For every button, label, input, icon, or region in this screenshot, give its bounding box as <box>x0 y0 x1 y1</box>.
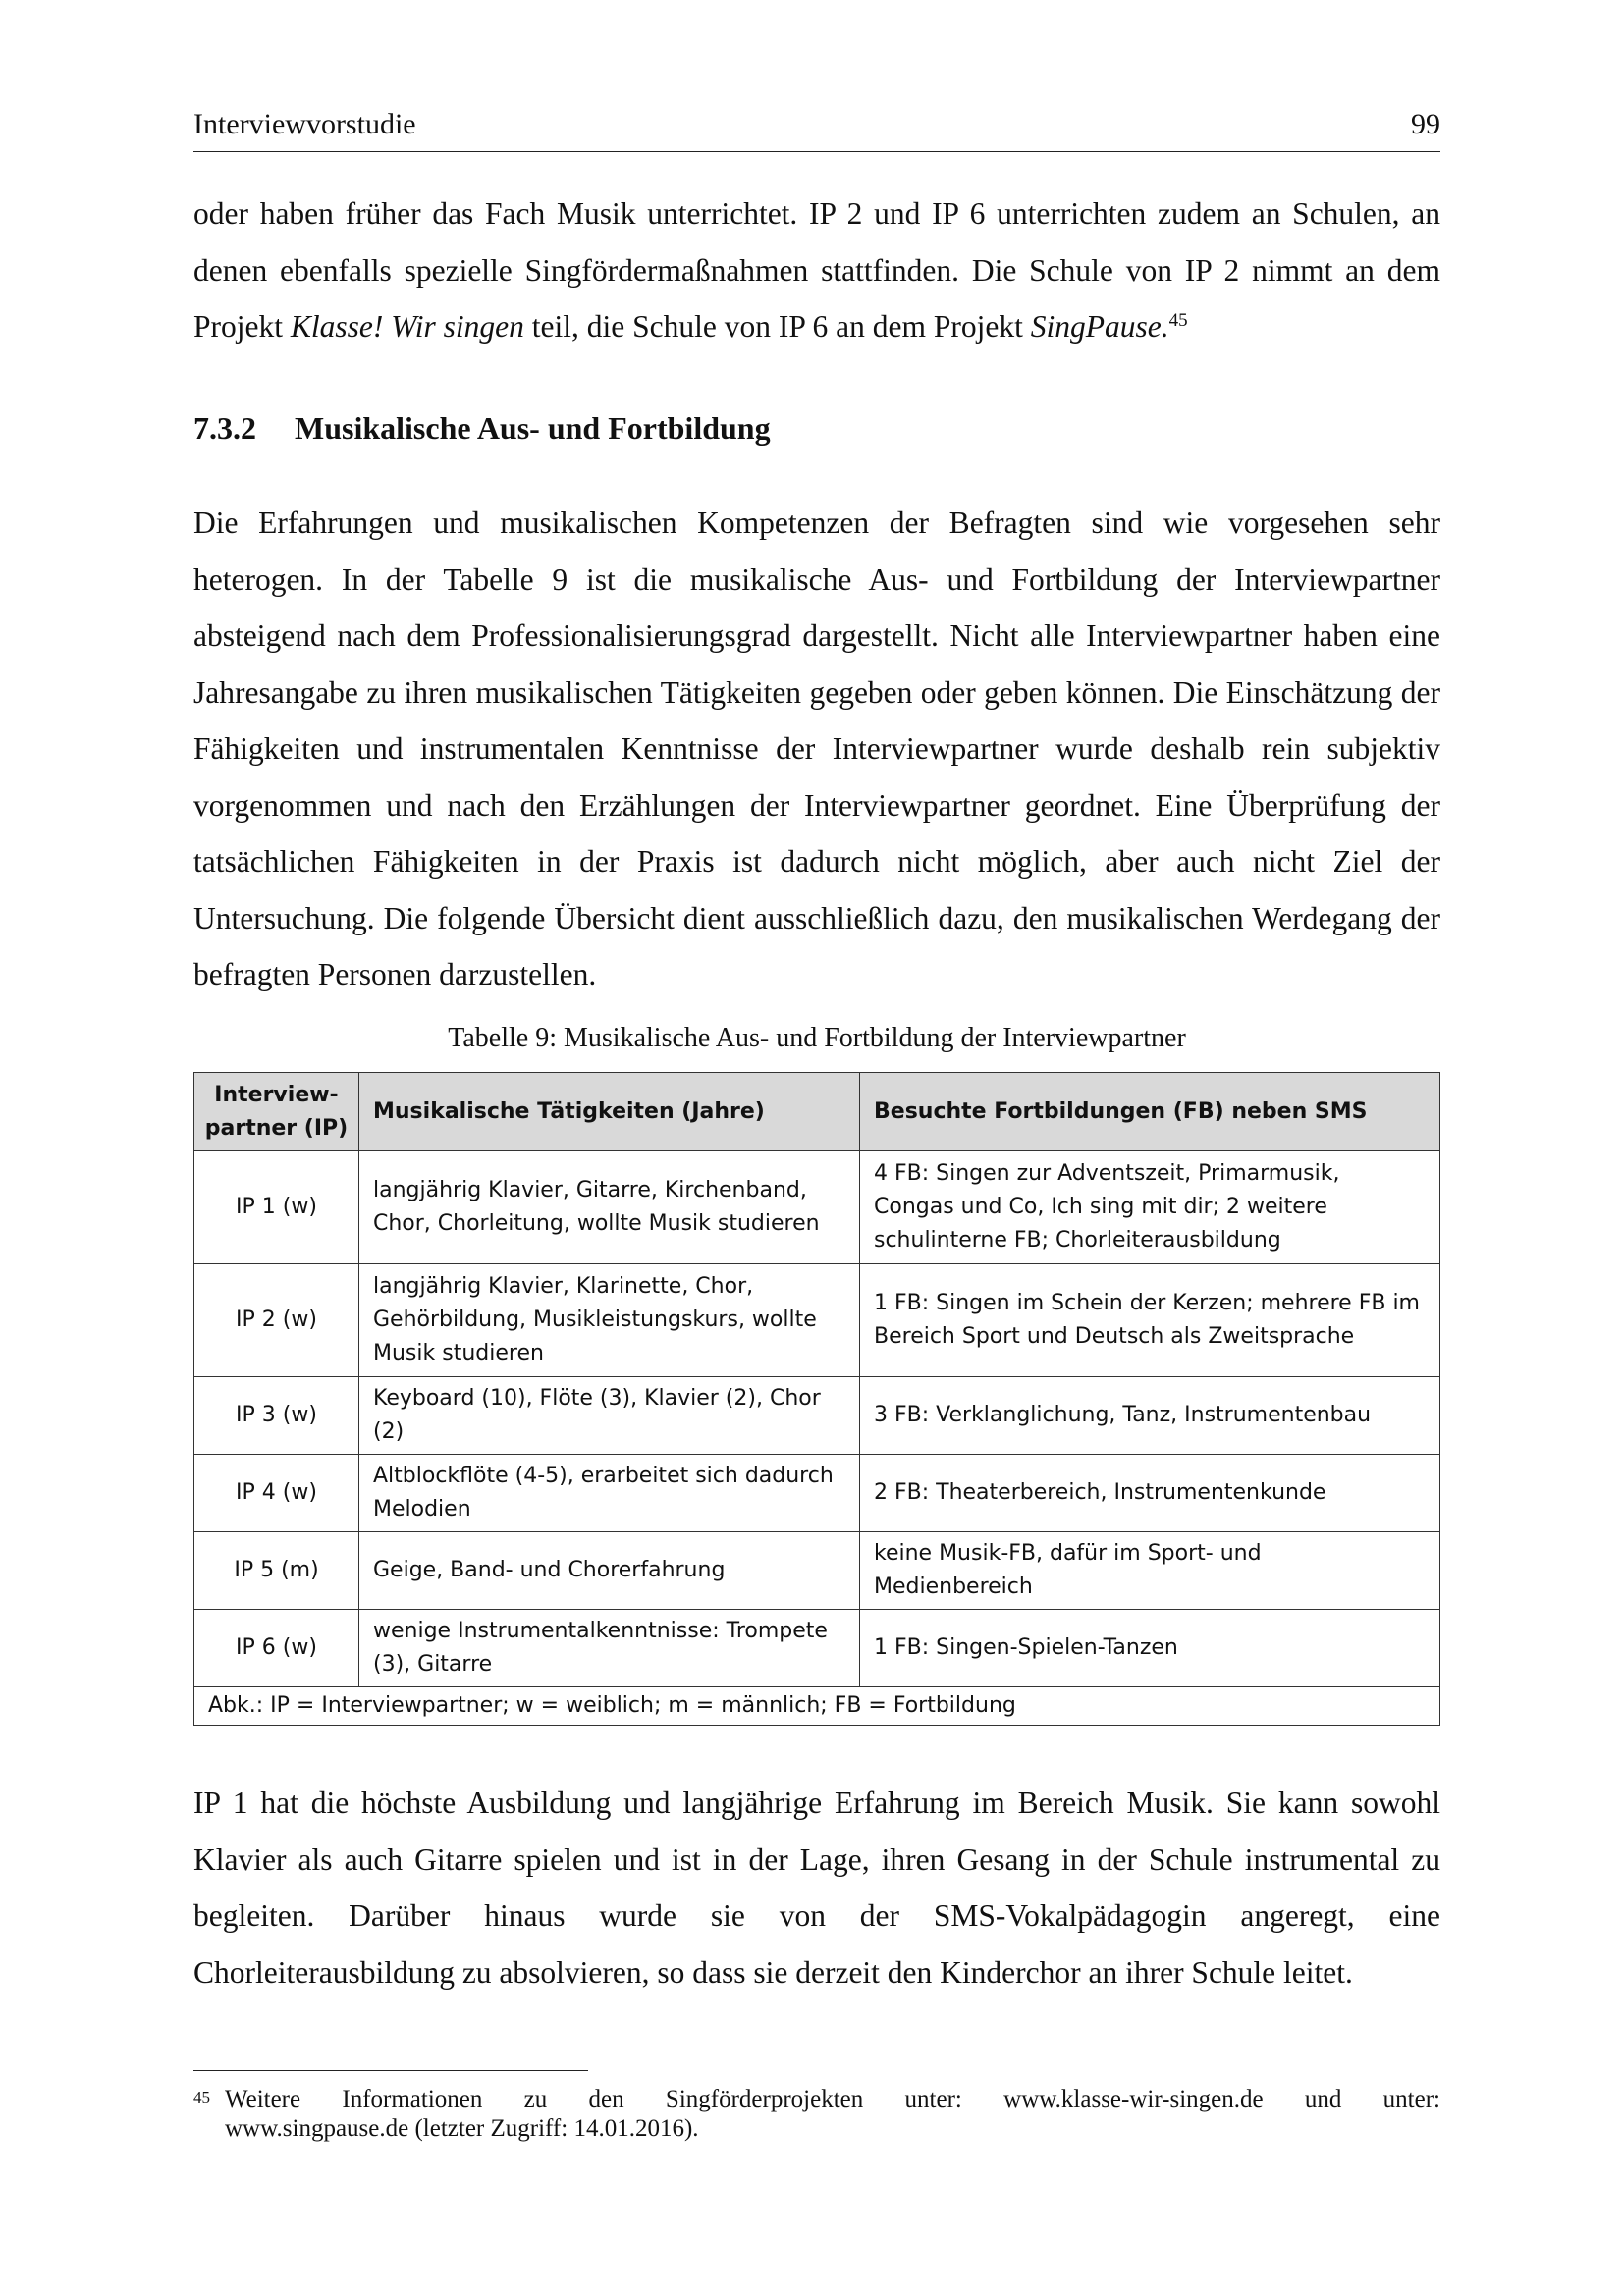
section-heading <box>193 410 771 447</box>
paragraph-3: IP 1 hat die höchste Ausbildung und langjährige Erfahrung im Bereich Musik. Sie kann sowohl Klavier als auch Gitarre spielen und ist in der Lage, ihren Gesang in der Schule instrumental zu begleiten. Darüber hinaus wurde sie von der SMS-Vokalpädagogin angeregt, eine Chorleiterausbildung zu absolvieren, so dass sie derzeit den Kinderchor an ihrer Schule leitet. <box>193 1786 1440 1990</box>
section-number: 7.3.2 <box>193 410 256 446</box>
footnote-reference[interactable]: 45 <box>1168 310 1188 331</box>
table-row <box>194 1264 1440 1377</box>
activities-cell: wenige Instrumentalkenntnisse: Trompete (3), Gitarre <box>359 1610 860 1687</box>
footnote-line-2: www.singpause.de (letzter Zugriff: 14.01.2016). <box>225 2115 699 2142</box>
header-interview-partner: Interview- partner (IP) <box>194 1073 359 1151</box>
ip-cell: IP 3 (w) <box>194 1377 359 1455</box>
abbreviations-note: Abk.: IP = Interviewpartner; w = weiblich; m = männlich; FB = Fortbildung <box>194 1687 1440 1726</box>
footnote-number: 45 <box>193 2088 210 2107</box>
table-row <box>194 1532 1440 1610</box>
trainings-cell: 1 FB: Singen im Schein der Kerzen; mehrere FB im Bereich Sport und Deutsch als Zweitsprache <box>860 1264 1440 1377</box>
footnote-line-1: Weitere Informationen zu den Singförderprojekten unter: www.klasse-wir-singen.de und unter: <box>225 2086 1440 2112</box>
trainings-cell: keine Musik-FB, dafür im Sport- und Medienbereich <box>860 1532 1440 1610</box>
table-row <box>194 1151 1440 1264</box>
header-title: Interviewvorstudie <box>193 108 416 140</box>
header-trainings: Besuchte Fortbildungen (FB) neben SMS <box>860 1073 1440 1151</box>
activities-cell: Keyboard (10), Flöte (3), Klavier (2), Chor (2) <box>359 1377 860 1455</box>
trainings-cell: 1 FB: Singen-Spielen-Tanzen <box>860 1610 1440 1687</box>
trainings-cell: 2 FB: Theaterbereich, Instrumentenkunde <box>860 1455 1440 1532</box>
section-title: Musikalische Aus- und Fortbildung <box>295 410 771 446</box>
header-activities: Musikalische Tätigkeiten (Jahre) <box>359 1073 860 1151</box>
ip-cell: IP 5 (m) <box>194 1532 359 1610</box>
trainings-cell: 3 FB: Verklanglichung, Tanz, Instrumentenbau <box>860 1377 1440 1455</box>
paragraph-2: Die Erfahrungen und musikalischen Kompetenzen der Befragten sind wie vorgesehen sehr heterogen. In der Tabelle 9 ist die musikalische Aus- und Fortbildung der Interviewpartner absteigend nach dem Professionalisierungsgrad dargestellt. Nicht alle Interviewpartner haben eine Jahresangabe zu ihren musikalischen Tätigkeiten gegeben oder geben können. Die Einschätzung der Fähigkeiten und instrumentalen Kenntnisse der Interviewpartner wurde deshalb rein subjektiv vorgenommen und nach den Erzählungen der Interviewpartner geordnet. Eine Überprüfung der tatsächlichen Fähigkeiten in der Praxis ist dadurch nicht möglich, aber auch nicht Ziel der Untersuchung. Die folgende Übersicht dient ausschließlich dazu, den musikalischen Werdegang der befragten Personen darzustellen. <box>193 506 1440 991</box>
activities-cell: Geige, Band- und Chorerfahrung <box>359 1532 860 1610</box>
ip-cell: IP 2 (w) <box>194 1264 359 1377</box>
table-header-row <box>194 1073 1440 1151</box>
table-row <box>194 1377 1440 1455</box>
project-name-singpause: SingPause. <box>1030 309 1169 344</box>
activities-cell: langjährig Klavier, Gitarre, Kirchenband, Chor, Chorleitung, wollte Musik studieren <box>359 1151 860 1264</box>
table-caption: Tabelle 9: Musikalische Aus- und Fortbildung der Interviewpartner <box>448 1023 1186 1053</box>
activities-cell: Altblockflöte (4-5), erarbeitet sich dadurch Melodien <box>359 1455 860 1532</box>
ip-cell: IP 1 (w) <box>194 1151 359 1264</box>
table-footer-row <box>194 1687 1440 1726</box>
table-row <box>194 1610 1440 1687</box>
footnote <box>193 2085 1440 2144</box>
ip-cell: IP 4 (w) <box>194 1455 359 1532</box>
training-table <box>193 1072 1440 1726</box>
trainings-cell: 4 FB: Singen zur Adventszeit, Primarmusik, Congas und Co, Ich sing mit dir; 2 weitere schulinterne FB; Chorleiterausbildung <box>860 1151 1440 1264</box>
page-number: 99 <box>1411 108 1440 140</box>
footnote-separator <box>193 2070 588 2071</box>
table-row <box>194 1455 1440 1532</box>
paragraph-1 <box>193 186 1440 355</box>
project-name-klasse: Klasse! Wir singen <box>290 309 524 344</box>
ip-cell: IP 6 (w) <box>194 1610 359 1687</box>
paragraph-1-text-a: oder haben früher das Fach Musik unterrichtet. IP 2 und IP 6 unterrichten zudem an Schulen, an denen ebenfalls spezielle Singfördermaßnahmen stattfinden. Die Schule von IP 2 nimmt an dem Projekt <box>193 196 1440 344</box>
paragraph-1-text-b: teil, die Schule von IP 6 an dem Projekt <box>523 309 1031 344</box>
running-header <box>193 108 1440 152</box>
activities-cell: langjährig Klavier, Klarinette, Chor, Gehörbildung, Musikleistungskurs, wollte Musik studieren <box>359 1264 860 1377</box>
